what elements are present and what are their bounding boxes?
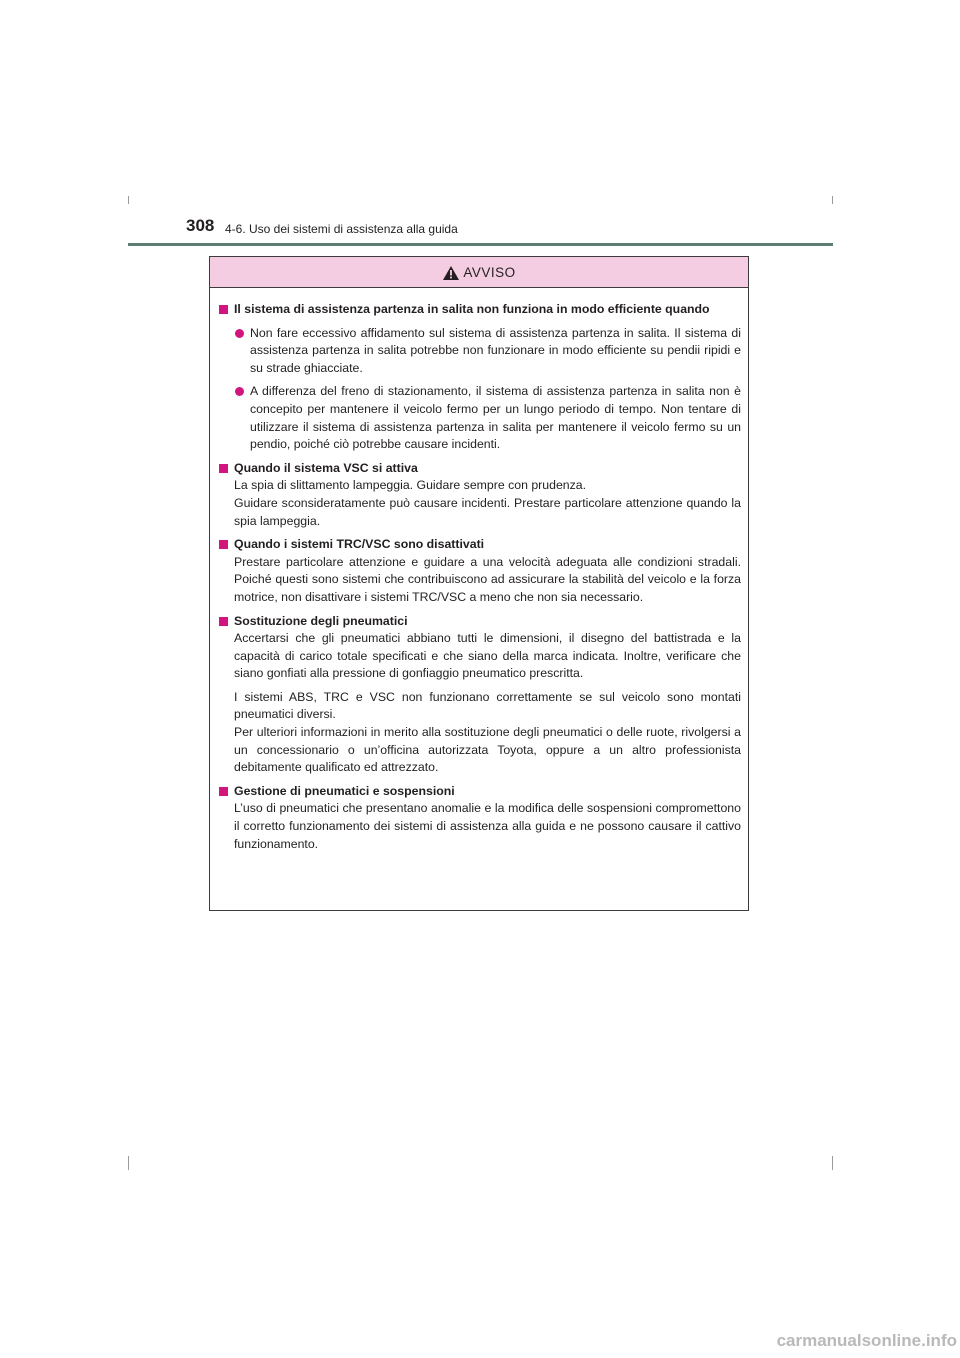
round-bullet-icon: [235, 329, 244, 338]
paragraph: La spia di slittamento lampeggia. Guidare sempre con prudenza.: [234, 478, 587, 493]
section-tires-suspension: [218, 783, 741, 853]
watermark-logo: [743, 1326, 958, 1356]
page-number: 308: [186, 216, 215, 235]
bullet-item: [234, 325, 741, 378]
section-title: Il sistema di assistenza partenza in salita non funziona in modo efficiente quando: [234, 302, 710, 316]
crop-mark-bottom-left: [128, 1156, 129, 1170]
bullet-text: Non fare eccessivo affidamento sul sistema di assistenza partenza in salita. Il sistema di assistenza partenza in salita potrebbe non funzionare in modo efficiente su pendii ripidi e su strade ghiacciate.: [250, 325, 741, 375]
section-title: Gestione di pneumatici e sospensioni: [234, 783, 455, 798]
crop-mark-bottom-right: [832, 1156, 833, 1170]
paragraph: I sistemi ABS, TRC e VSC non funzionano correttamente se sul veicolo sono montati pneumatici diversi.: [234, 689, 741, 722]
bullet-item: [234, 383, 741, 453]
warning-title: AVVISO: [463, 264, 516, 280]
section-title: Quando il sistema VSC si attiva: [234, 460, 418, 475]
section-title: Sostituzione degli pneumatici: [234, 613, 408, 628]
paragraph: Per ulteriori informazioni in merito alla sostituzione degli pneumatici o delle ruote, rivolgersi a un concessionario o un’officina autorizzata Toyota, oppure a un altro professionista debitamente qualificato ed attrezzato.: [234, 725, 741, 775]
paragraph: L’uso di pneumatici che presentano anomalie e la modifica delle sospensioni compromettono il corretto funzionamento dei sistemi di assistenza alla guida e ne possono causare il cattivo funzionamento.: [234, 801, 741, 851]
square-bullet-icon: [219, 305, 228, 314]
round-bullet-icon: [235, 387, 244, 396]
crop-mark-top-left: [128, 196, 129, 204]
warning-body: [210, 288, 748, 853]
section-vsc-active: [218, 460, 741, 530]
square-bullet-icon: [219, 464, 228, 473]
square-bullet-icon: [219, 617, 228, 626]
section-tire-replacement: [218, 613, 741, 777]
section-hill-start-assist: [218, 301, 741, 454]
bullet-text: A differenza del freno di stazionamento, il sistema di assistenza partenza in salita non è concepito per mantenere il veicolo fermo per un lungo periodo di tempo. Non tentare di utilizzare il sistema di assistenza partenza in salita per mantenere il veicolo fermo su un pendio, poiché ciò potrebbe causare incidenti.: [250, 384, 741, 452]
crop-mark-top-right: [832, 196, 833, 204]
section-trc-vsc-off: [218, 536, 741, 606]
warning-box: [209, 256, 749, 911]
paragraph: Guidare sconsideratamente può causare incidenti. Prestare particolare attenzione quando la spia lampeggia.: [234, 495, 741, 528]
paragraph: Accertarsi che gli pneumatici abbiano tutti le dimensioni, il disegno del battistrada e la capacità di carico totale specificati e che siano della marca indicata. Inoltre, verificare che siano gonfiati alla pressione di gonfiaggio pneumatico prescritta.: [234, 631, 741, 681]
svg-text:carmanualsonline.info: carmanualsonline.info: [776, 1331, 957, 1350]
warning-header: [210, 257, 748, 288]
paragraph: Prestare particolare attenzione e guidare a una velocità adeguata alle condizioni stradali. Poiché questi sono sistemi che contribuiscono ad assicurare la stabilità del veicolo e la forza motrice, non disattivare i sistemi TRC/VSC a meno che non sia necessario.: [234, 554, 741, 604]
warning-triangle-icon: [442, 265, 460, 281]
square-bullet-icon: [219, 787, 228, 796]
chapter-title: 4-6. Uso dei sistemi di assistenza alla guida: [225, 222, 458, 236]
header-rule: [128, 243, 833, 246]
section-title: Quando i sistemi TRC/VSC sono disattivati: [234, 537, 485, 552]
square-bullet-icon: [219, 540, 228, 549]
